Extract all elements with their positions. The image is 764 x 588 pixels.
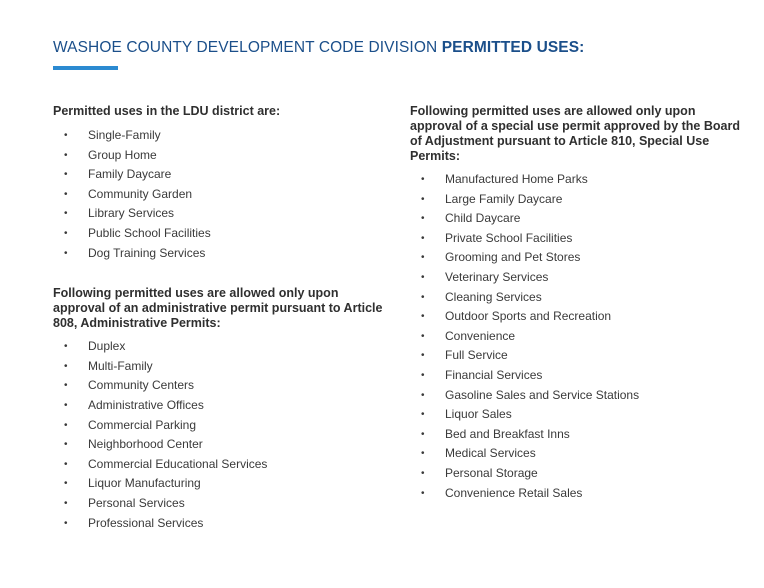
bullet: •	[64, 360, 68, 372]
bullet: •	[64, 439, 68, 451]
list-item-label: Personal Services	[88, 495, 185, 510]
bullet: •	[421, 389, 425, 401]
list-item	[410, 366, 745, 386]
list-item	[53, 126, 383, 146]
list-item	[53, 244, 383, 264]
list-item	[410, 386, 745, 406]
list-item-label: Neighborhood Center	[88, 437, 203, 452]
list-item-label: Large Family Daycare	[445, 191, 563, 206]
list-item-label: Single-Family	[88, 128, 161, 142]
list-item-label: Grooming and Pet Stores	[445, 250, 581, 265]
list-item-label: Liquor Sales	[445, 407, 512, 422]
bullet: •	[421, 271, 425, 283]
list-item	[53, 146, 383, 166]
list-item-label: Duplex	[88, 339, 126, 354]
list-item-label: Dog Training Services	[88, 245, 206, 260]
bullet: •	[421, 487, 425, 499]
bullet: •	[421, 213, 425, 225]
list-item	[410, 229, 745, 249]
bullet: •	[64, 188, 68, 200]
list-item	[410, 248, 745, 268]
list-item-label: Commercial Parking	[88, 417, 197, 432]
bullet: •	[421, 232, 425, 244]
list-item	[53, 376, 383, 396]
list-item-label: Convenience Retail Sales	[445, 485, 583, 500]
list-item	[410, 464, 745, 484]
right-column	[410, 104, 745, 503]
list-item	[53, 455, 383, 475]
page-title-bold: PERMITTED USES:	[441, 39, 585, 56]
list-item	[53, 514, 383, 534]
list-item-label: Commercial Educational Services	[88, 456, 268, 471]
bullet: •	[421, 311, 425, 323]
list-item	[410, 444, 745, 464]
bullet: •	[64, 497, 68, 509]
list-item-label: Convenience	[445, 328, 516, 343]
list-item	[410, 307, 745, 327]
list-item	[53, 494, 383, 514]
special-use-permit-heading: Following permitted uses are allowed only upon approval of a special use permit approved by the Board of Adjustment pursuant to Article 810, Special Use Permits:	[410, 104, 740, 163]
list-item-label: Family Daycare	[88, 167, 172, 182]
bullet: •	[64, 341, 68, 353]
list-item-label: Community Garden	[88, 186, 193, 201]
bullet: •	[421, 428, 425, 440]
list-item	[410, 268, 745, 288]
bullet: •	[64, 458, 68, 470]
list-item	[410, 288, 745, 308]
special-use-permit-list	[410, 170, 745, 503]
bullet: •	[421, 467, 425, 479]
list-item-label: Professional Services	[88, 515, 204, 530]
list-item-label: Administrative Offices	[88, 397, 204, 412]
list-item-label: Bed and Breakfast Inns	[445, 426, 570, 441]
bullet: •	[64, 227, 68, 239]
list-item	[53, 435, 383, 455]
permitted-uses-list	[53, 126, 383, 263]
bullet: •	[421, 448, 425, 460]
list-item	[53, 416, 383, 436]
bullet: •	[421, 252, 425, 264]
bullet: •	[421, 291, 425, 303]
bullet: •	[64, 517, 68, 529]
list-item	[53, 165, 383, 185]
list-item	[410, 170, 745, 190]
list-item	[53, 474, 383, 494]
bullet: •	[64, 399, 68, 411]
list-item	[53, 185, 383, 205]
list-item-label: Medical Services	[445, 446, 536, 461]
bullet: •	[421, 174, 425, 185]
bullet: •	[421, 330, 425, 342]
bullet: •	[64, 169, 68, 181]
list-item-label: Multi-Family	[88, 358, 153, 373]
bullet: •	[64, 478, 68, 490]
list-item-label: Cleaning Services	[445, 289, 542, 304]
list-item-label: Personal Storage	[445, 465, 538, 480]
bullet: •	[421, 193, 425, 205]
list-item	[53, 204, 383, 224]
list-item-label: Group Home	[88, 147, 157, 162]
list-item	[53, 396, 383, 416]
title-underline	[53, 66, 118, 70]
list-item	[410, 327, 745, 347]
list-item-label: Financial Services	[445, 367, 543, 382]
administrative-permit-heading: Following permitted uses are allowed only upon approval of an administrative permit pursuant to Article 808, Administrative Permits:	[53, 286, 383, 331]
bullet: •	[64, 208, 68, 220]
list-item	[410, 209, 745, 229]
list-item-label: Outdoor Sports and Recreation	[445, 309, 612, 324]
list-item	[53, 224, 383, 244]
list-item	[53, 337, 383, 357]
bullet: •	[64, 130, 68, 141]
list-item-label: Veterinary Services	[445, 269, 549, 284]
list-item-label: Manufactured Home Parks	[445, 172, 588, 186]
list-item-label: Liquor Manufacturing	[88, 476, 201, 491]
list-item-label: Full Service	[445, 348, 508, 363]
list-item-label: Private School Facilities	[445, 230, 573, 245]
page-title-regular: WASHOE COUNTY DEVELOPMENT CODE DIVISION	[53, 39, 442, 56]
bullet: •	[64, 247, 68, 259]
list-item-label: Library Services	[88, 206, 175, 221]
list-item	[410, 484, 745, 504]
left-column	[53, 104, 383, 533]
list-item-label: Public School Facilities	[88, 225, 211, 240]
list-item	[410, 190, 745, 210]
page-title	[53, 38, 743, 58]
bullet: •	[421, 369, 425, 381]
page-header	[53, 38, 743, 70]
administrative-permit-list	[53, 337, 383, 533]
list-item	[53, 357, 383, 377]
bullet: •	[64, 380, 68, 392]
bullet: •	[64, 149, 68, 161]
bullet: •	[421, 350, 425, 362]
permitted-uses-heading: Permitted uses in the LDU district are:	[53, 104, 281, 118]
list-item-label: Child Daycare	[445, 211, 521, 226]
list-item-label: Community Centers	[88, 378, 195, 393]
bullet: •	[421, 409, 425, 421]
list-item	[410, 425, 745, 445]
list-item	[410, 405, 745, 425]
list-item-label: Gasoline Sales and Service Stations	[445, 387, 640, 402]
list-item	[410, 346, 745, 366]
bullet: •	[64, 419, 68, 431]
